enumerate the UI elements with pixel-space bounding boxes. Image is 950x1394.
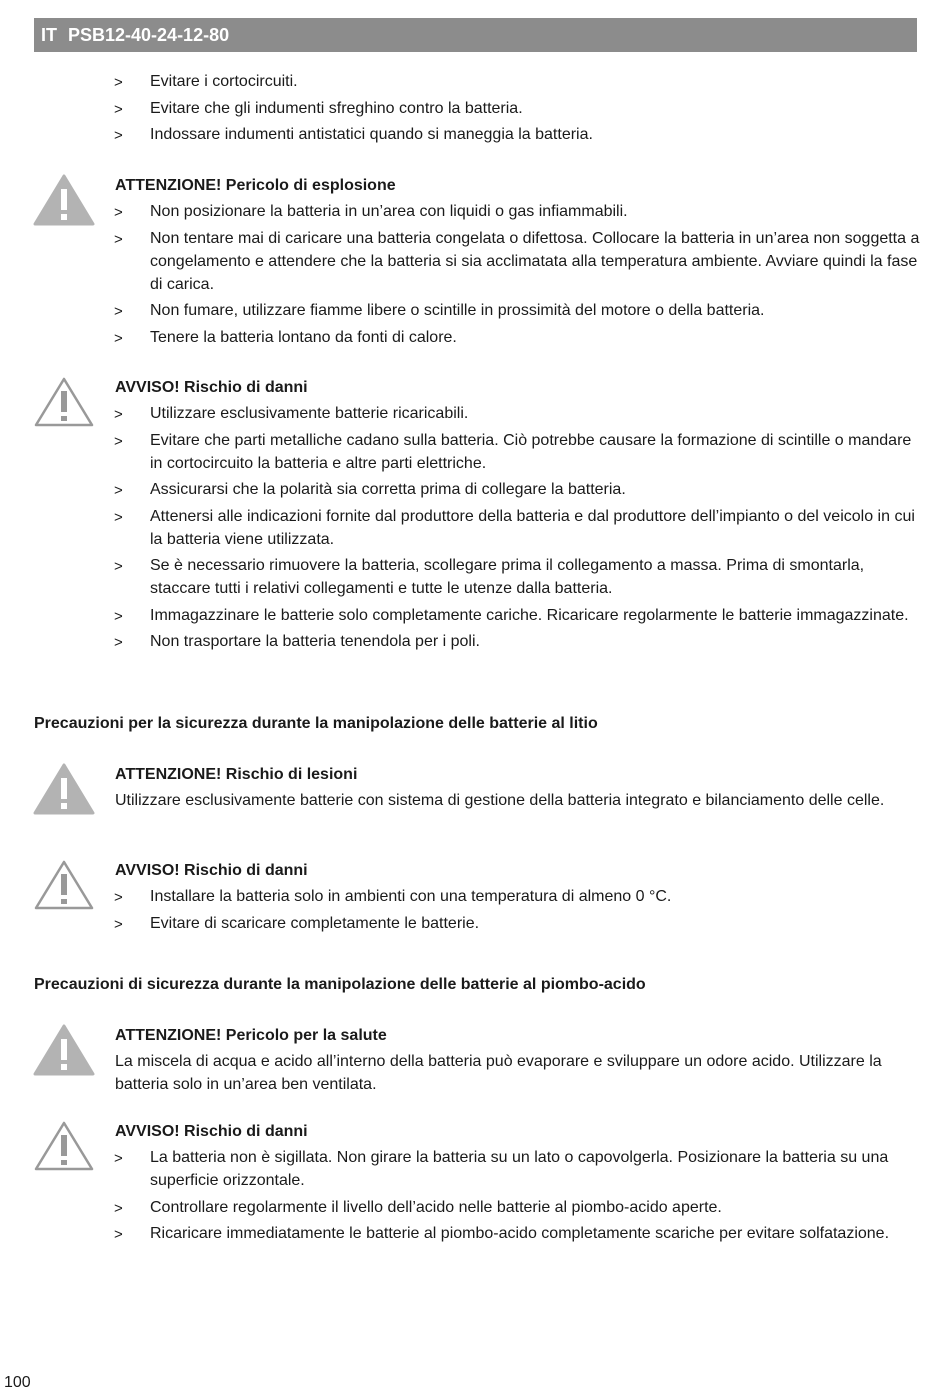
warning-text: Utilizzare esclusivamente batterie con sistema di gestione della batteria integrato e bilanciamento delle celle.: [115, 792, 885, 809]
list-item: > Non tentare mai di caricare una batteria congelata o difettosa. Collocare la batteria in un’area non soggetta a congelamento e attendere che la batteria si sia acclimatata alla temperatura ambiente. Avviare quindi la fase di carica.: [114, 229, 920, 293]
page-number: 100: [4, 1374, 31, 1391]
bullet-arrow: >: [114, 915, 123, 933]
notice-title: AVVISO! Rischio di danni: [115, 1123, 308, 1140]
bullet-arrow: >: [114, 1199, 123, 1217]
bullet-arrow: >: [114, 1150, 123, 1167]
list-item: > Evitare di scaricare completamente le batterie.: [0, 912, 950, 935]
bullet-arrow: >: [114, 508, 123, 526]
warning-injury: [0, 763, 950, 812]
model-number: PSB12-40-24-12-80: [68, 24, 230, 45]
bullet-arrow: >: [114, 558, 123, 575]
bullet-arrow: >: [114, 329, 123, 347]
bullet-arrow: >: [114, 432, 123, 450]
warning-list: [0, 200, 950, 349]
list-item: > Non fumare, utilizzare fiamme libere o scintille in prossimità del motore o della batteria.: [0, 299, 950, 322]
section-title-lithium: Precauzioni per la sicurezza durante la manipolazione delle batterie al litio: [34, 715, 598, 732]
notice-list: [0, 1146, 950, 1245]
list-item: > Indossare indumenti antistatici quando si maneggia la batteria.: [0, 123, 950, 146]
list-item: > Evitare che gli indumenti sfreghino contro la batteria.: [0, 97, 950, 120]
list-item: > Non posizionare la batteria in un’area con liquidi o gas infiammabili.: [0, 200, 950, 223]
bullet-arrow: >: [114, 634, 123, 651]
warning-text: La miscela di acqua e acido all’interno della batteria può evaporare e sviluppare un odore acido. Utilizzare la batteria solo in un’area ben ventilata.: [115, 1053, 882, 1093]
warning-title: ATTENZIONE! Pericolo per la salute: [115, 1027, 387, 1044]
notice-title: AVVISO! Rischio di danni: [115, 862, 308, 879]
intro-list: [0, 70, 950, 146]
warning-title: ATTENZIONE! Pericolo di esplosione: [115, 177, 396, 194]
notice-damage-2: [0, 859, 950, 938]
bullet-arrow: >: [114, 607, 123, 625]
bullet-arrow: >: [114, 204, 123, 221]
notice-damage-3: [0, 1120, 950, 1249]
list-item: > Immagazzinare le batterie solo completamente cariche. Ricaricare regolarmente le batterie immagazzinate.: [0, 604, 950, 627]
bullet-arrow: >: [114, 1226, 123, 1243]
list-item: > Evitare i cortocircuiti.: [0, 70, 950, 93]
warning-title: ATTENZIONE! Rischio di lesioni: [115, 766, 358, 783]
page-header: [34, 18, 917, 52]
bullet-arrow: >: [114, 406, 123, 423]
list-item: > Controllare regolarmente il livello dell’acido nelle batterie al piombo-acido aperte.: [0, 1196, 950, 1219]
list-item: > Utilizzare esclusivamente batterie ricaricabili.: [0, 402, 950, 425]
list-item: > Attenersi alle indicazioni fornite dal produttore della batteria e dal produttore dell’impianto o del veicolo in cui la batteria viene utilizzata.: [114, 507, 915, 548]
list-item: > Se è necessario rimuovere la batteria, scollegare prima il collegamento a massa. Prima di smontarla, staccare tutti i relativi collegamenti e tutte le utenze dalla batteria.: [114, 557, 865, 597]
language-code: IT: [41, 24, 57, 45]
notice-list: [0, 885, 950, 935]
list-item: > Installare la batteria solo in ambienti con una temperatura di almeno 0 °C.: [0, 885, 950, 908]
warning-explosion: [0, 174, 950, 352]
bullet-arrow: >: [114, 889, 123, 906]
section-title-lead-acid: Precauzioni di sicurezza durante la manipolazione delle batterie al piombo-acido: [34, 976, 646, 993]
notice-list: [0, 402, 950, 653]
intro-block: [0, 70, 950, 150]
notice-title: AVVISO! Rischio di danni: [115, 379, 308, 396]
list-item: > Assicurarsi che la polarità sia corretta prima di collegare la batteria.: [0, 478, 950, 501]
bullet-arrow: >: [114, 100, 123, 118]
list-item: > Ricaricare immediatamente le batterie al piombo-acido completamente scariche per evitare solfatazione.: [0, 1222, 950, 1245]
notice-damage-1: [0, 376, 950, 657]
bullet-arrow: >: [114, 74, 123, 91]
bullet-arrow: >: [114, 230, 123, 248]
bullet-arrow: >: [114, 482, 123, 499]
list-item: > Tenere la batteria lontano da fonti di calore.: [0, 326, 950, 349]
list-item: > La batteria non è sigillata. Non girare la batteria su un lato o capovolgerla. Posizionare la batteria su una superficie orizzontale.: [114, 1149, 889, 1189]
list-item: > Non trasportare la batteria tenendola per i poli.: [0, 630, 950, 653]
bullet-arrow: >: [114, 127, 123, 144]
list-item: > Evitare che parti metalliche cadano sulla batteria. Ciò potrebbe causare la formazione di scintille o mandare in cortocircuito la batteria e altre parti elettriche.: [114, 431, 912, 472]
warning-health: [0, 1024, 950, 1096]
bullet-arrow: >: [114, 303, 123, 320]
